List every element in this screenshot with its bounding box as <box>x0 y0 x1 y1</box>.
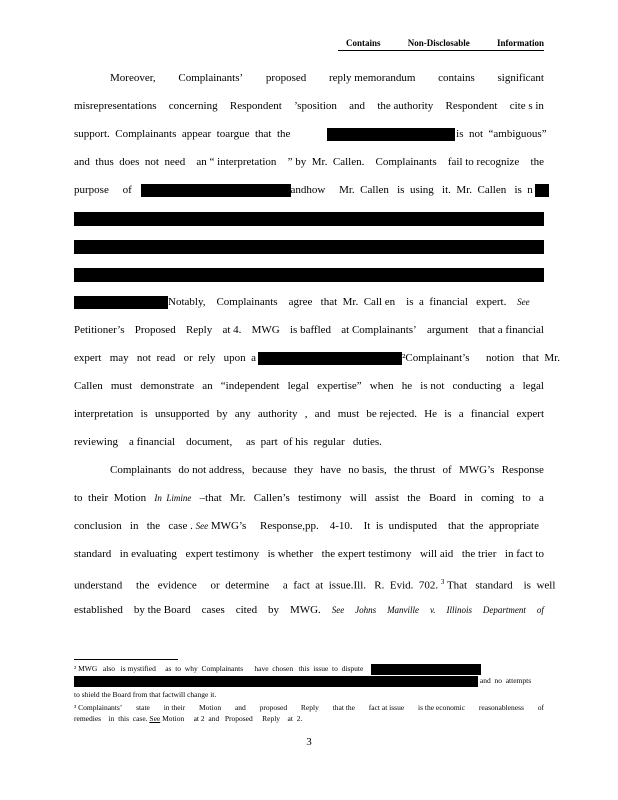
text-line: Notably, Complainants agree that Mr. Call en is a financial expert. See <box>74 294 544 310</box>
text-line: reviewing a financial document, as part of his regular duties. <box>74 436 382 448</box>
footnote-divider <box>74 659 178 660</box>
page-number: 3 <box>306 736 312 748</box>
footnote-2-cont: and no attempts <box>74 676 544 687</box>
text-line: Complainants do not address, because they have no basis, the thrust of MWG’s Response <box>110 464 544 476</box>
header-non-disclosable: Non-Disclosable <box>407 38 470 48</box>
text-line: Moreover, Complainants’ proposed reply memorandum contains significant <box>110 72 544 84</box>
redaction-block <box>74 296 168 309</box>
footnote-2-end: to shield the Board from that factwill change it. <box>74 690 217 699</box>
header-contains: Contains <box>346 38 381 48</box>
footnote-2: ² MWG also is mystified as to why Complainants have chosen this issue to dispute <box>74 664 544 675</box>
text-line: purpose of andhow Mr. Callen is using it. Mr. Callen is n <box>74 182 544 198</box>
text-line: understand the evidence or determine a fact at issue.Ill. R. Evid. 702. $^3$ That standard is well <box>74 578 556 592</box>
page-header <box>338 38 544 51</box>
text-line: support. Complainants appear toargue that the is not “ambiguous” <box>74 128 547 140</box>
text-line: and thus does not need an “ interpretation ” by Mr. Callen. Complainants fail to recognize the <box>74 156 544 168</box>
redaction-block <box>74 268 544 282</box>
redaction-block <box>74 240 544 254</box>
text-line: Callen must demonstrate an “independent legal expertise” when he is not conducting a legal <box>74 380 544 392</box>
text-line: Petitioner’s Proposed Reply at 4. MWG is baffled at Complainants’ argument that a financial <box>74 324 544 336</box>
footnote-3-cont: remedies in this case. See Motion at 2 and Proposed Reply at 2. <box>74 714 303 723</box>
text-line: established by the Board cases cited by MWG. See Johns Manville v. Illinois Department of <box>74 604 544 616</box>
redaction-block <box>371 664 481 675</box>
redaction-block <box>535 184 549 197</box>
header-information: Information <box>497 38 544 48</box>
redaction-block <box>327 128 455 141</box>
text-line: misrepresentations concerning Respondent ’sposition and the authority Respondent cite s in <box>74 100 544 112</box>
text-line: standard in evaluating expert testimony is whether the expert testimony will aid the trier in fact to <box>74 548 544 560</box>
redaction-block <box>74 212 544 226</box>
footnote-3: ³ Complainants’ state in their Motion and proposed Reply that the fact at issue is the economic reasonableness of <box>74 703 544 712</box>
text-line: conclusion in the case . See MWG’s Response,pp. 4-10. It is undisputed that the appropriate <box>74 520 539 532</box>
text-line: interpretation is unsupported by any authority , and must be rejected. He is a financial expert <box>74 408 544 420</box>
redaction-block <box>74 676 478 687</box>
text-line: expert may not read or rely upon a ²Complainant’s notion that Mr. <box>74 352 560 364</box>
text-line: to their Motion In Limine –that Mr. Callen’s testimony will assist the Board in coming to a <box>74 492 544 504</box>
redaction-block <box>141 184 291 197</box>
redaction-block <box>258 352 402 365</box>
